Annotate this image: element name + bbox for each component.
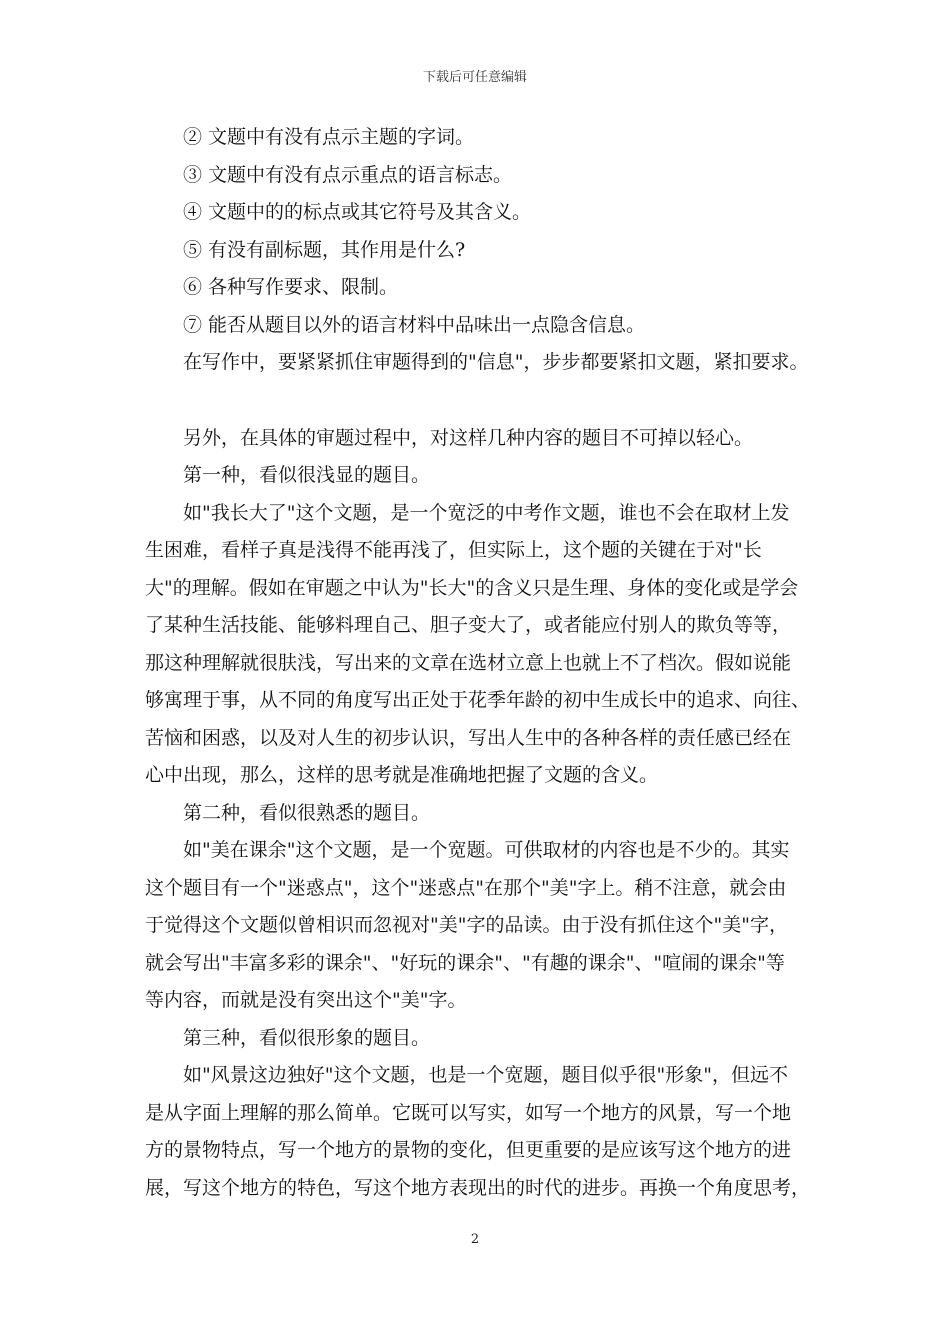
heading-type-1: 第一种，看似很浅显的题目。 bbox=[183, 464, 431, 486]
paragraph-gap bbox=[145, 382, 815, 420]
paragraph-line: 如"我长大了"这个文题，是一个宽泛的中考作文题，谁也不会在取材上发 bbox=[183, 501, 790, 524]
paragraph-line: 够寓理于事，从不同的角度写出正处于花季年龄的初中生成长中的追求、向往、 bbox=[145, 689, 811, 711]
paragraph-line: 这个题目有一个"迷惑点"，这个"迷惑点"在那个"美"字上。稍不注意，就会由 bbox=[145, 876, 787, 899]
list-item-5: ⑤ 有没有副标题，其作用是什么? bbox=[183, 238, 466, 261]
paragraph-line: 于觉得这个文题似曾相识而忽视对"美"字的品读。由于没有抓住这个"美"字， bbox=[145, 914, 788, 936]
paragraph-line: 展，写这个地方的特色，写这个地方表现出的时代的进步。再换一个角度思考， bbox=[145, 1176, 811, 1199]
paragraph-line: 生困难，看样子真是浅得不能再浅了，但实际上，这个题的关键在于对"长 bbox=[145, 539, 762, 561]
writing-summary-line: 在写作中，要紧紧抓住审题得到的"信息"，步步都要紧扣文题，紧扣要求。 bbox=[183, 351, 809, 373]
list-item-4: ④ 文题中的的标点或其它符号及其含义。 bbox=[183, 201, 532, 223]
paragraph-line: 是从字面上理解的那么简单。它既可以写实，如写一个地方的风景，写一个地 bbox=[145, 1101, 792, 1124]
list-item-6: ⑥ 各种写作要求、限制。 bbox=[183, 276, 399, 298]
paragraph-line: 那这种理解就很肤浅，写出来的文章在选材立意上也就上不了档次。假如说能 bbox=[145, 651, 792, 674]
list-item-7: ⑦ 能否从题目以外的语言材料中品味出一点隐含信息。 bbox=[183, 313, 646, 336]
paragraph-line: 苦恼和困惑，以及对人生的初步认识，写出人生中的各种各样的责任感已经在 bbox=[145, 726, 792, 749]
list-item-3: ③ 文题中有没有点示重点的语言标志。 bbox=[183, 163, 513, 186]
paragraph-line: 大"的理解。假如在审题之中认为"长大"的含义只是生理、身体的变化或是学会 bbox=[145, 576, 799, 599]
paragraph-line: 如"美在课余"这个文题，是一个宽题。可供取材的内容也是不少的。其实 bbox=[183, 839, 790, 861]
paragraph-line: 心中出现，那么，这样的思考就是准确地把握了文题的含义。 bbox=[145, 764, 659, 786]
page-number: 2 bbox=[470, 1232, 480, 1247]
list-item-2: ② 文题中有没有点示主题的字词。 bbox=[183, 126, 475, 148]
paragraph-line: 等内容，而就是没有突出这个"美"字。 bbox=[145, 989, 467, 1011]
page-header: 下载后可任意编辑 bbox=[422, 70, 527, 85]
paragraph-line: 如"风景这边独好"这个文题，也是一个宽题，题目似乎很"形象"，但远不 bbox=[183, 1064, 788, 1086]
paragraph-line: 就会写出"丰富多彩的课余"、"好玩的课余"、"有趣的课余"、"喧闹的课余"等 bbox=[145, 951, 785, 974]
document-body bbox=[145, 119, 815, 1207]
heading-type-2: 第二种，看似很熟悉的题目。 bbox=[183, 801, 431, 824]
heading-type-3: 第三种，看似很形象的题目。 bbox=[183, 1026, 431, 1049]
paragraph-line: 了某种生活技能、能够料理自己、胆子变大了，或者能应付别人的欺负等等， bbox=[145, 614, 792, 636]
intro-line: 另外，在具体的审题过程中，对这样几种内容的题目不可掉以轻心。 bbox=[183, 426, 754, 449]
paragraph-line: 方的景物特点，写一个地方的景物的变化，但更重要的是应该写这个地方的进 bbox=[145, 1139, 792, 1161]
